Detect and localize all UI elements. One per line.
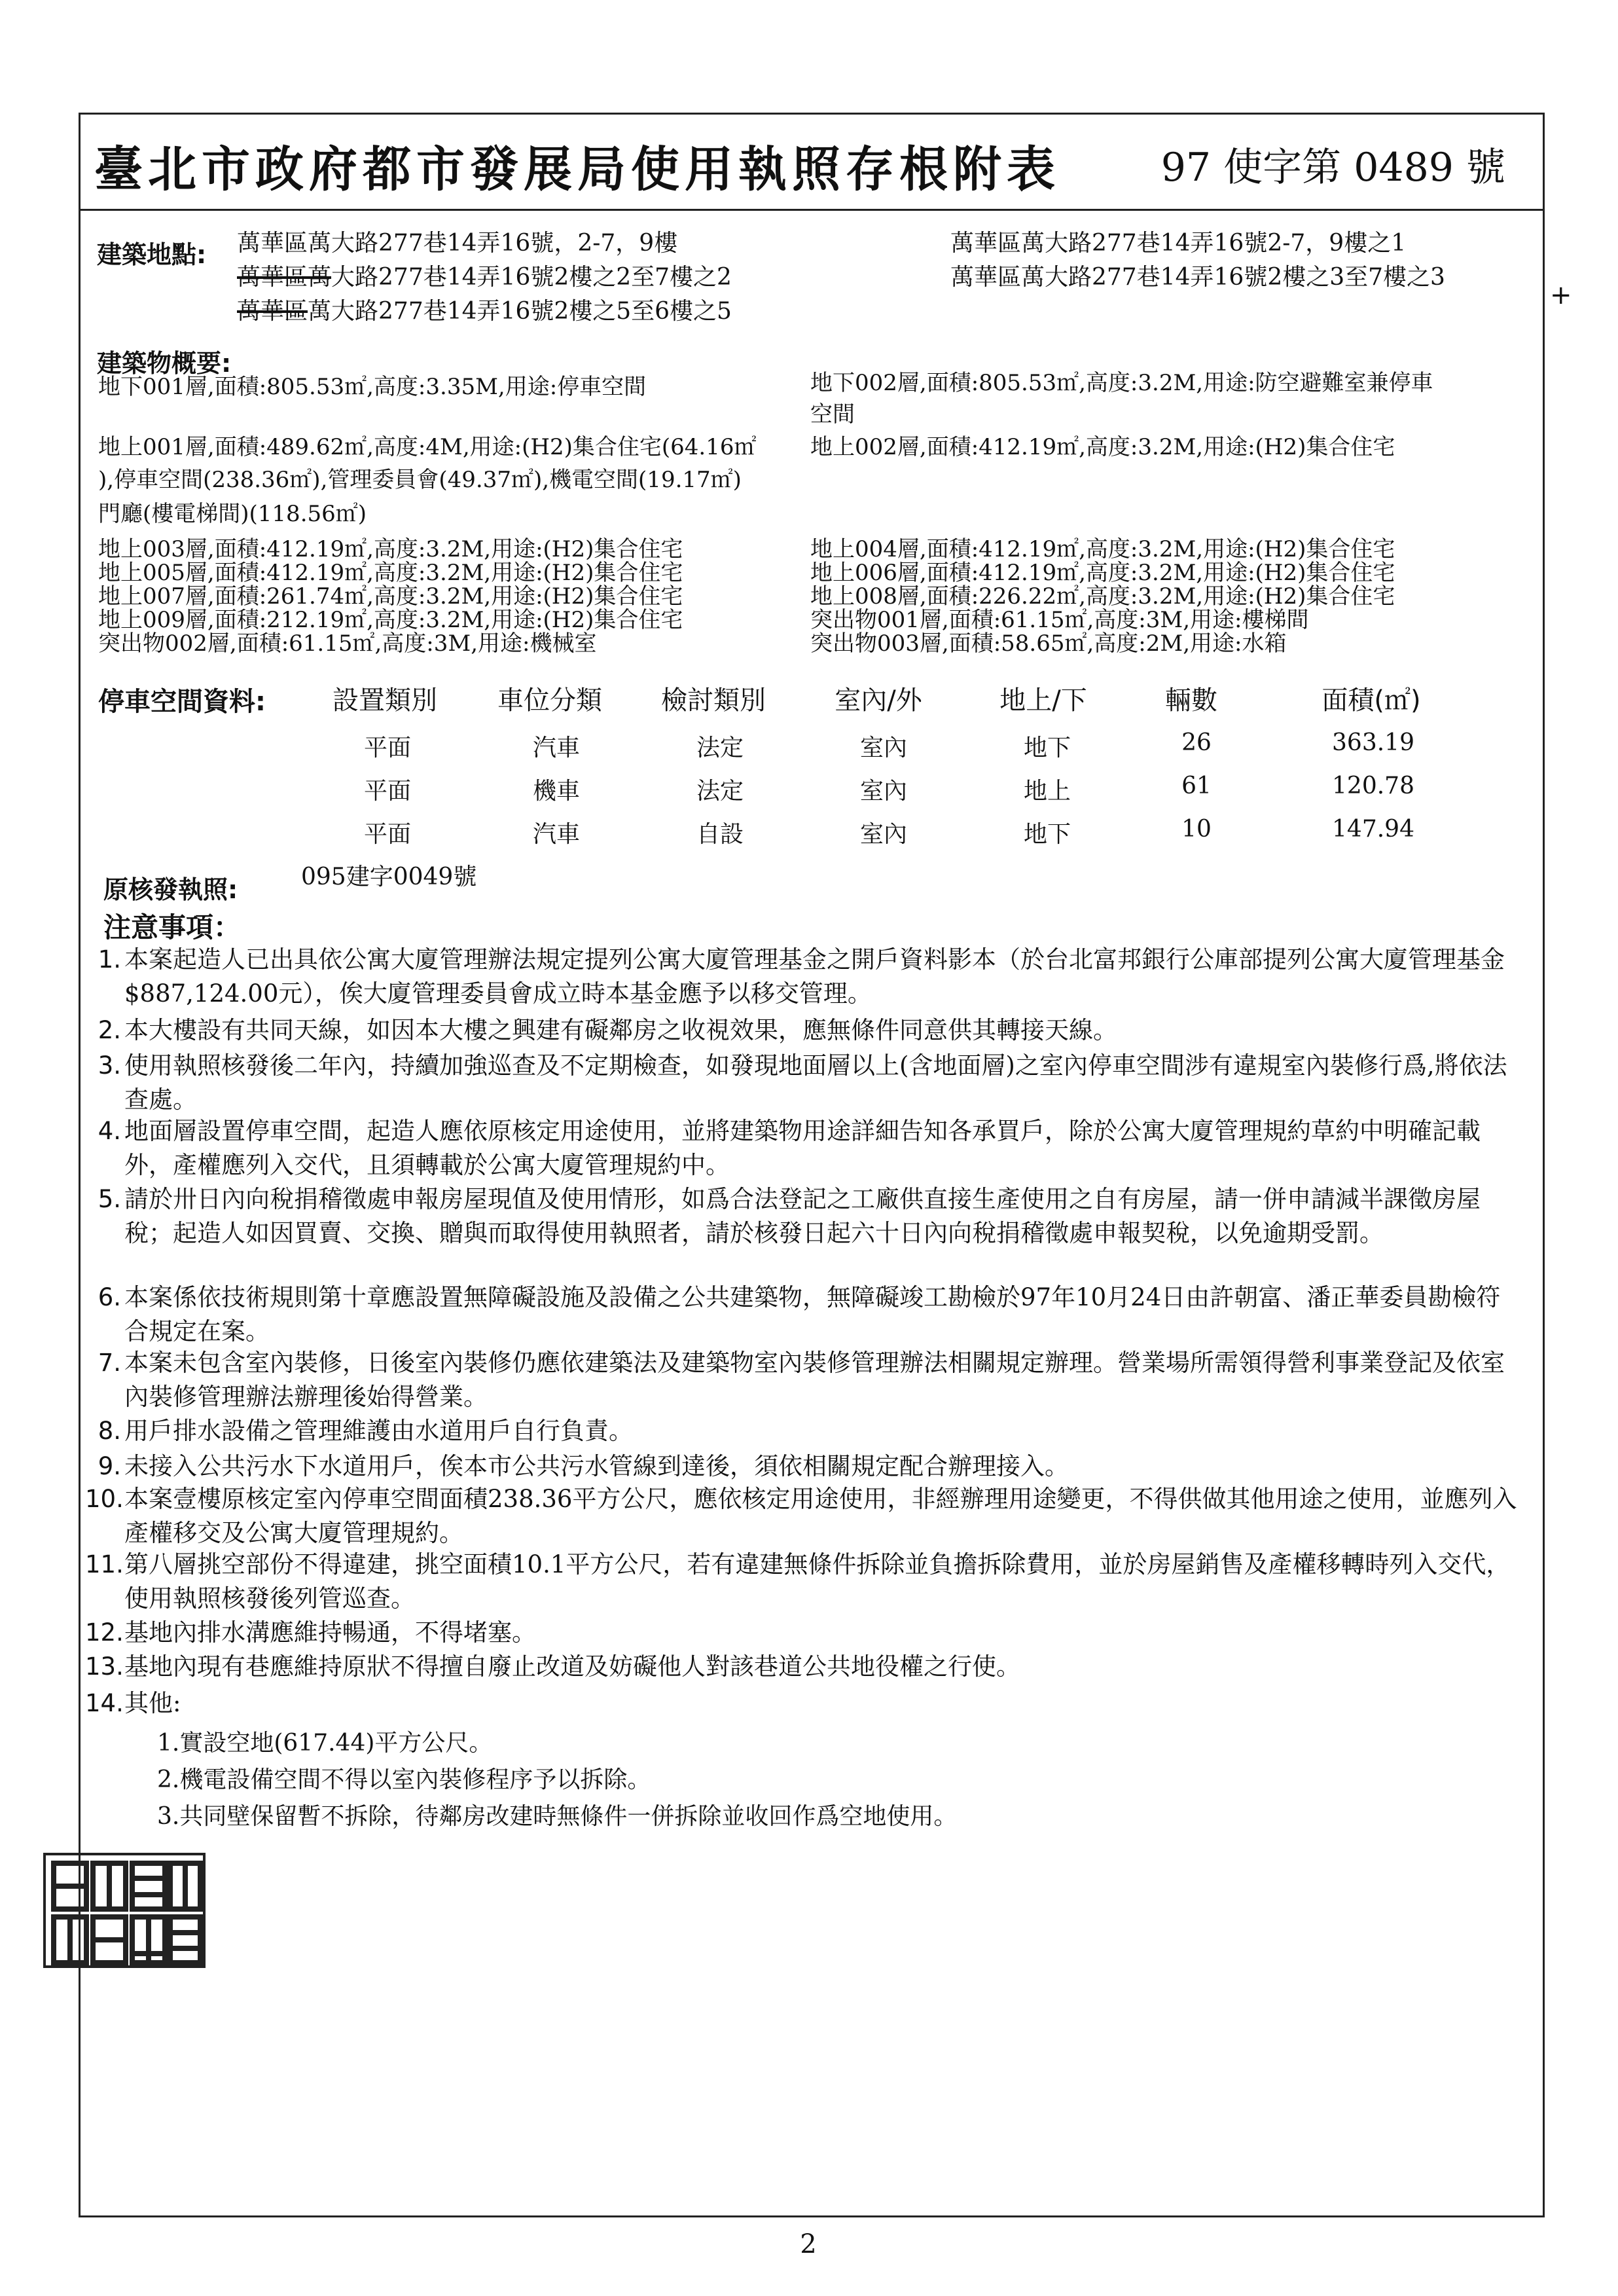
overview-f4: 地上004層,面積:412.19㎡,高度:3.2M,用途:(H2)集合住宅 xyxy=(810,536,1395,562)
page-number: 2 xyxy=(800,2229,817,2259)
parking-header-row xyxy=(0,680,1618,719)
note-item: 13. 基地內現有巷應維持原狀不得擅自廢止改道及妨礙他人對該巷道公共地役權之行使。 xyxy=(85,1652,1020,1681)
original-permit-value: 095建字0049號 xyxy=(301,864,477,890)
overview-p3: 突出物003層,面積:58.65㎡,高度:2M,用途:水箱 xyxy=(810,630,1287,657)
notes-label: 注意事項： xyxy=(103,911,242,943)
overview-f5: 地上005層,面積:412.19㎡,高度:3.2M,用途:(H2)集合住宅 xyxy=(98,560,683,586)
table-row xyxy=(0,773,1618,812)
note-item: 4. 地面層設置停車空間，起造人應依原核定用途使用，並將建築物用途詳細告知各承買戶，除於公寓大廈管理規約草約中明確記載外，產權應列入交代，且須轉載於公寓大廈管理規約中。 xyxy=(98,1117,1481,1179)
parking-label: 停車空間資料: xyxy=(98,687,266,717)
table-cell: 363.19 xyxy=(1332,729,1414,756)
table-row xyxy=(0,729,1618,769)
overview-b1: 地下001層,面積:805.53㎡,高度:3.35M,用途:停車空間 xyxy=(98,374,647,400)
table-cell: 法定 xyxy=(696,735,744,761)
table-cell: 室內 xyxy=(859,821,907,848)
note-sub-item: 1.實設空地(617.44)平方公尺。 xyxy=(157,1730,493,1757)
note-item: 12. 基地內排水溝應維持暢通，不得堵塞。 xyxy=(85,1618,536,1647)
parking-header-cell: 設置類別 xyxy=(333,685,437,716)
table-cell: 10 xyxy=(1181,816,1212,843)
note-item: 3. 使用執照核發後二年內，持續加強巡查及不定期檢查，如發現地面層以上(含地面層)之室內停車空間涉有違規室內裝修行爲,將依法查處。 xyxy=(98,1051,1507,1114)
note-item: 9. 未接入公共污水下水道用戶，俟本市公共污水管線到達後，須依相關規定配合辦理接入。 xyxy=(98,1452,1069,1480)
table-cell: 室內 xyxy=(859,735,907,761)
overview-f9: 地上009層,面積:212.19㎡,高度:3.2M,用途:(H2)集合住宅 xyxy=(98,607,683,633)
overview-f3: 地上003層,面積:412.19㎡,高度:3.2M,用途:(H2)集合住宅 xyxy=(98,536,683,562)
note-sub-item: 2.機電設備空間不得以室內裝修程序予以拆除。 xyxy=(157,1766,651,1793)
overview-f1-line3: 門廳(樓電梯間)(118.56㎡) xyxy=(98,501,367,527)
table-cell: 地上 xyxy=(1023,778,1071,805)
site-address-left-2 xyxy=(237,264,732,291)
struck-district: 萬華區 xyxy=(237,298,308,325)
site-address-left-3 xyxy=(237,299,732,325)
overview-f1-line1: 地上001層,面積:489.62㎡,高度:4M,用途:(H2)集合住宅(64.16㎡ xyxy=(98,434,757,460)
table-cell: 法定 xyxy=(696,778,744,805)
official-seal-stamp xyxy=(43,1853,206,1968)
note-item: 7. 本案未包含室內裝修，日後室內裝修仍應依建築法及建築物室內裝修管理辦法相關規定辦理。營業場所需領得營利事業登記及依室內裝修管理辦法辦理後始得營業。 xyxy=(98,1349,1505,1411)
original-permit-label: 原核發執照: xyxy=(103,875,238,904)
table-cell: 26 xyxy=(1181,729,1212,756)
parking-header-cell: 地上/下 xyxy=(999,685,1087,716)
note-item: 8. 用戶排水設備之管理維護由水道用戶自行負責。 xyxy=(98,1417,633,1445)
parking-header-cell: 車位分類 xyxy=(497,685,602,716)
table-cell: 地下 xyxy=(1023,735,1071,761)
parking-header-cell: 室內/外 xyxy=(835,685,922,716)
overview-f2: 地上002層,面積:412.19㎡,高度:3.2M,用途:(H2)集合住宅 xyxy=(810,434,1395,460)
document-header xyxy=(79,113,1545,211)
site-label: 建築地點: xyxy=(97,240,207,269)
table-cell: 自設 xyxy=(696,821,744,848)
overview-f1-line2: ),停車空間(238.36㎡),管理委員會(49.37㎡),機電空間(19.17㎡) xyxy=(98,467,742,493)
note-item: 5. 請於卅日內向稅捐稽徵處申報房屋現值及使用情形，如爲合法登記之工廠供直接生產使用之自有房屋，請一併申請減半課徵房屋稅；起造人如因買賣、交換、贈與而取得使用執照者，請於核發日起六十日內向稅捐稽徵處申報契稅，以免逾期受罰。 xyxy=(98,1185,1481,1247)
note-item: 1. 本案起造人已出具依公寓大廈管理辦法規定提列公寓大廈管理基金之開戶資料影本（於台北富邦銀行公庫部提列公寓大廈管理基金$887,124.00元），俟大廈管理委員會成立時本基金應予以移交管理。 xyxy=(98,945,1505,1008)
note-item: 2. 本大樓設有共同天線，如因本大樓之興建有礙鄰房之收視效果，應無條件同意供其轉接天線。 xyxy=(98,1016,1117,1044)
note-item: 10. 本案壹樓原核定室內停車空間面積238.36平方公尺，應依核定用途使用，非經辦理用途變更，不得供做其他用途之使用，並應列入產權移交及公寓大廈管理規約。 xyxy=(85,1485,1517,1547)
note-sub-item: 3.共同壁保留暫不拆除，待鄰房改建時無條件一併拆除並收回作爲空地使用。 xyxy=(157,1803,958,1830)
table-cell: 61 xyxy=(1181,773,1212,799)
overview-f6: 地上006層,面積:412.19㎡,高度:3.2M,用途:(H2)集合住宅 xyxy=(810,560,1395,586)
table-cell: 室內 xyxy=(859,778,907,805)
permit-number: 97 使字第 0489 號 xyxy=(1160,145,1505,191)
overview-p1: 突出物001層,面積:61.15㎡,高度:3M,用途:樓梯間 xyxy=(810,607,1309,633)
struck-district: 萬華區萬 xyxy=(237,264,332,291)
margin-mark: + xyxy=(1550,280,1572,310)
table-cell: 地下 xyxy=(1023,821,1071,848)
site-address-left-2-rest: 大路277巷14弄16號2樓之2至7樓之2 xyxy=(331,264,732,291)
parking-header-cell: 檢討類別 xyxy=(661,685,766,716)
site-address-right-2: 萬華區萬大路277巷14弄16號2樓之3至7樓之3 xyxy=(950,264,1445,291)
table-row xyxy=(0,816,1618,855)
table-cell: 機車 xyxy=(532,778,580,805)
table-cell: 147.94 xyxy=(1332,816,1414,843)
document-title: 臺北市政府都市發展局使用執照存根附表 xyxy=(94,141,1060,198)
overview-f8: 地上008層,面積:226.22㎡,高度:3.2M,用途:(H2)集合住宅 xyxy=(810,583,1395,610)
note-item: 6. 本案係依技術規則第十章應設置無障礙設施及設備之公共建築物，無障礙竣工勘檢於97年10月24日由許朝富、潘正華委員勘檢符合規定在案。 xyxy=(98,1283,1501,1345)
overview-label: 建築物概要: xyxy=(97,349,232,378)
site-address-right-1: 萬華區萬大路277巷14弄16號2-7，9樓之1 xyxy=(950,230,1407,257)
note-item: 14. 其他: xyxy=(85,1689,181,1717)
parking-header-cell: 輛數 xyxy=(1165,685,1217,716)
note-item: 11. 第八層挑空部份不得違建，挑空面積10.1平方公尺，若有違建無條件拆除並負擔拆除費用，並於房屋銷售及產權移轉時列入交代，使用執照核發後列管巡查。 xyxy=(85,1550,1511,1613)
table-cell: 汽車 xyxy=(532,735,580,761)
overview-b2-line1: 地下002層,面積:805.53㎡,高度:3.2M,用途:防空避難室兼停車 xyxy=(810,370,1433,396)
site-address-left-3-rest: 萬大路277巷14弄16號2樓之5至6樓之5 xyxy=(308,298,732,325)
parking-header-cell: 面積(㎡) xyxy=(1321,685,1421,716)
table-cell: 汽車 xyxy=(532,821,580,848)
table-cell: 平面 xyxy=(363,735,411,761)
table-cell: 平面 xyxy=(363,778,411,805)
overview-b2-line2: 空間 xyxy=(810,401,855,428)
site-address-left-1: 萬華區萬大路277巷14弄16號，2-7，9樓 xyxy=(237,230,678,257)
overview-f7: 地上007層,面積:261.74㎡,高度:3.2M,用途:(H2)集合住宅 xyxy=(98,583,683,610)
table-cell: 120.78 xyxy=(1332,773,1414,799)
overview-p2: 突出物002層,面積:61.15㎡,高度:3M,用途:機械室 xyxy=(98,630,597,657)
table-cell: 平面 xyxy=(363,821,411,848)
